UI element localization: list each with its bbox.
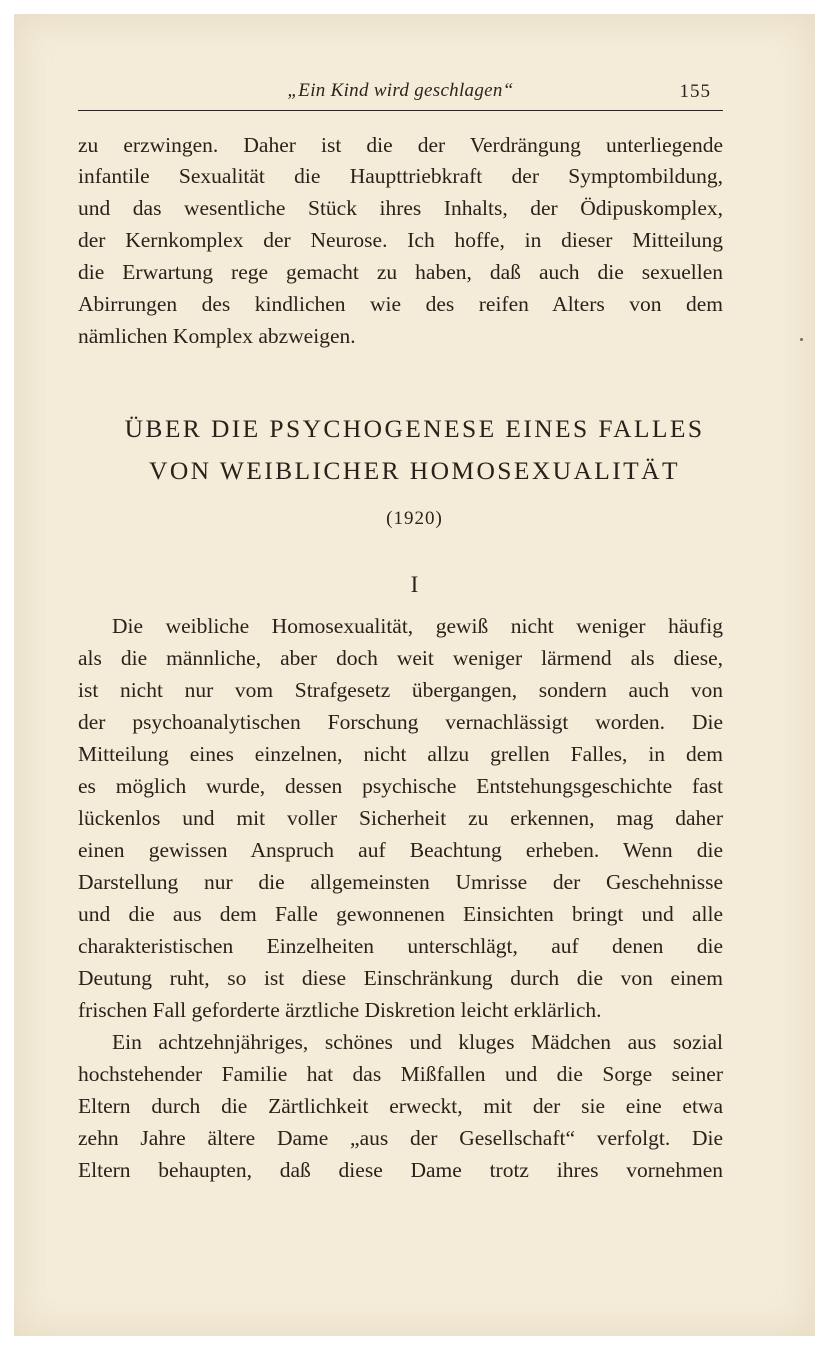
- text-line: hochstehender Familie hat das Mißfallen und die Sorge seiner: [78, 1062, 723, 1086]
- text-line: Abirrungen des kindlichen wie des reifen Alters von dem: [78, 292, 723, 316]
- text-line: Die weibliche Homosexualität, gewiß nicht weniger häufig: [112, 614, 723, 638]
- text-line: ist nicht nur vom Strafgesetz übergangen, sondern auch von: [78, 678, 723, 702]
- text-line: und das wesentliche Stück ihres Inhalts, der Ödipuskomplex,: [78, 196, 723, 220]
- text-line: Darstellung nur die allgemeinsten Umrisse der Geschehnisse: [78, 870, 723, 894]
- text-line: der Kernkomplex der Neurose. Ich hoffe, in dieser Mitteilung: [78, 228, 723, 252]
- chapter-title-line-1: ÜBER DIE PSYCHOGENESE EINES FALLES: [124, 414, 705, 443]
- text-line: Deutung ruht, so ist diese Einschränkung durch die von einem: [78, 966, 723, 990]
- page-number: 155: [679, 81, 711, 102]
- text-line: Mitteilung eines einzelnen, nicht allzu grellen Falles, in dem: [78, 742, 723, 766]
- paper-speck: [800, 338, 803, 341]
- section-number: I: [410, 572, 419, 597]
- running-title: „Ein Kind wird geschlagen“: [287, 80, 514, 101]
- text-line: frischen Fall geforderte ärztliche Diskretion leicht erklärlich.: [78, 998, 602, 1022]
- text-line: Eltern behaupten, daß diese Dame trotz ihres vornehmen: [78, 1158, 723, 1182]
- text-line: und die aus dem Falle gewonnenen Einsichten bringt und alle: [78, 902, 723, 926]
- text-line: es möglich wurde, dessen psychische Entstehungsgeschichte fast: [78, 774, 723, 798]
- text-line: infantile Sexualität die Haupttriebkraft der Symptombildung,: [78, 164, 723, 188]
- text-line: Eltern durch die Zärtlichkeit erweckt, mit der sie eine etwa: [78, 1094, 723, 1118]
- text-line: lückenlos und mit voller Sicherheit zu erkennen, mag daher: [78, 806, 723, 830]
- text-line: als die männliche, aber doch weit weniger lärmend als diese,: [78, 646, 723, 670]
- text-line: Ein achtzehnjähriges, schönes und kluges Mädchen aus sozial: [112, 1030, 723, 1054]
- text-line: die Erwartung rege gemacht zu haben, daß auch die sexuellen: [78, 260, 723, 284]
- book-page: [14, 14, 815, 1336]
- text-line: der psychoanalytischen Forschung vernachlässigt worden. Die: [78, 710, 723, 734]
- chapter-title-line-2: VON WEIBLICHER HOMOSEXUALITÄT: [149, 456, 680, 485]
- text-line: nämlichen Komplex abzweigen.: [78, 324, 356, 348]
- running-head: [78, 78, 723, 111]
- text-line: einen gewissen Anspruch auf Beachtung erheben. Wenn die: [78, 838, 723, 862]
- text-line: zu erzwingen. Daher ist die der Verdrängung unterliegende: [78, 133, 723, 157]
- chapter-year: (1920): [386, 508, 443, 529]
- text-line: charakteristischen Einzelheiten unterschlägt, auf denen die: [78, 934, 723, 958]
- text-line: zehn Jahre ältere Dame „aus der Gesellschaft“ verfolgt. Die: [78, 1126, 723, 1150]
